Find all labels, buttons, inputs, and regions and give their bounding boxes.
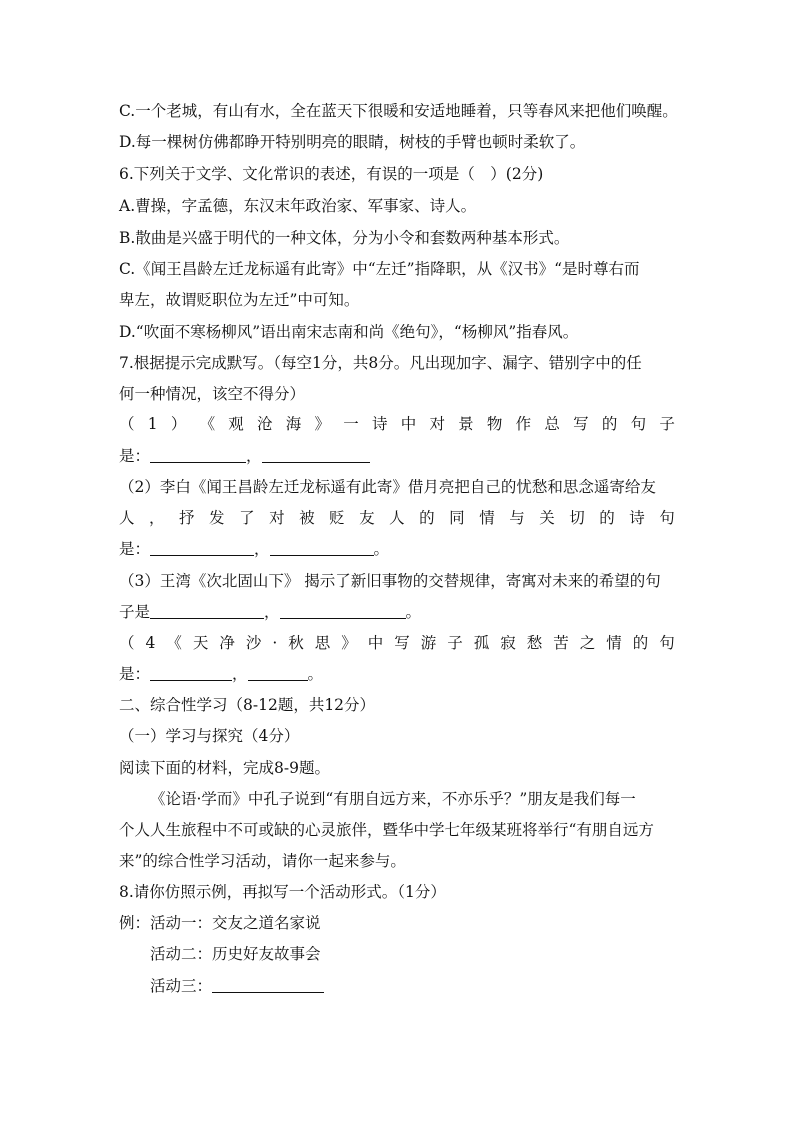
text-char: 与 (509, 509, 525, 527)
text-char: · (272, 634, 278, 652)
q7-4-blank-2[interactable] (248, 664, 308, 681)
option-b-q6: B.散曲是兴盛于明代的一种文体，分为小令和套数两种基本形式。 (119, 229, 570, 247)
q7-4-prompt (119, 633, 675, 653)
text-char: 写 (573, 415, 589, 433)
example-activity-2: 活动二：历史好友故事会 (150, 945, 321, 963)
text-char: 沧 (257, 415, 273, 433)
q7-2-end: 。 (373, 540, 390, 558)
q7-2-blank-2[interactable] (270, 539, 374, 556)
text-char: 人 (389, 509, 405, 527)
question-7-line1: 7.根据提示完成默写。（每空1分，共8分。凡出现加字、漏字、错别字中的任 (119, 354, 642, 372)
activity-3-blank[interactable] (212, 976, 324, 993)
text-char: 中 (400, 415, 417, 433)
q7-3-prompt: （3）王湾《次北固山下》 揭示了新旧事物的交替规律，寄寓对未来的希望的句 (119, 572, 661, 590)
text-char: 1 (147, 415, 158, 433)
q7-3-blank-2[interactable] (280, 602, 406, 619)
material-para-line1: 《论语·学而》中孔子说到“有朋自远方来，不亦乐乎？”朋友是我们每一 (150, 790, 636, 808)
q7-1-blank-1[interactable] (150, 446, 246, 463)
text-char: 子 (659, 415, 675, 433)
option-c-q6-line1: C.《闻王昌龄左迁龙标遥有此寄》中“左迁”指降职，从《汉书》“是时尊右而 (119, 260, 640, 278)
question-6: 6.下列关于文学、文化常识的表述，有误的一项是（ ）(2分) (119, 165, 544, 183)
q7-3-prefix: 子是 (119, 603, 151, 621)
text-char: 寂 (500, 634, 516, 652)
q7-4-end: 。 (307, 665, 324, 683)
text-char: 4 (145, 634, 156, 652)
text-char: 人 (119, 509, 135, 527)
text-char: 《 (166, 634, 182, 652)
option-c-q5: C.一个老城，有山有水，全在蓝天下很暖和安适地睡着，只等春风来把他们唤醒。 (119, 102, 678, 120)
text-char: 总 (544, 415, 560, 433)
text-char: 观 (228, 415, 244, 433)
text-char: 的 (419, 509, 435, 527)
text-char: 切 (569, 509, 585, 527)
text-char: 句 (659, 509, 675, 527)
text-char: 之 (579, 634, 596, 652)
text-char: 作 (515, 415, 532, 433)
text-char: 海 (285, 415, 302, 433)
text-char: 被 (299, 509, 315, 527)
q7-3-end: 。 (405, 603, 422, 621)
text-char: 写 (394, 634, 410, 652)
text-char: 句 (659, 634, 675, 652)
q7-2-blank-1[interactable] (150, 539, 254, 556)
text-char: 发 (209, 509, 225, 527)
text-char: 》 (341, 634, 357, 652)
text-char: 对 (429, 415, 445, 433)
text-char: 同 (449, 509, 465, 527)
material-para-line2: 个人人生旅程中不可或缺的心灵旅伴，暨华中学七年级某班将举行“有朋自远方 (119, 821, 654, 839)
subsection-1-heading: （一）学习与探究（4分） (119, 727, 300, 745)
text-char: 苦 (553, 634, 569, 652)
q7-2-prefix: 是： (119, 540, 151, 558)
activity-3-label: 活动三： (150, 977, 213, 995)
option-d-q5: D.每一棵树仿佛都睁开特别明亮的眼睛，树枝的手臂也顿时柔软了。 (119, 133, 586, 151)
q7-3-blank-1[interactable] (150, 602, 264, 619)
text-char: （ (119, 415, 135, 433)
q7-4-answer-line (119, 664, 323, 684)
text-char: 沙 (245, 634, 262, 652)
text-char: 对 (269, 509, 285, 527)
text-char: 中 (367, 634, 384, 652)
text-char: 了 (239, 509, 255, 527)
question-8: 8.请你仿照示例，再拟写一个活动形式。（1分） (119, 883, 446, 901)
q7-1-prompt (119, 414, 675, 434)
text-char: （ (119, 634, 135, 652)
q7-2-prompt-line1: （2）李白《闻王昌龄左迁龙标遥有此寄》借月亮把自己的忧愁和思念遥寄给友 (119, 478, 656, 496)
q7-2-answer-line (119, 539, 389, 559)
text-char: 句 (630, 415, 647, 433)
q7-2-sep: ， (254, 540, 270, 558)
text-char: 净 (219, 634, 235, 652)
text-char: 情 (479, 509, 495, 527)
option-a-q6: A.曹操，字孟德，东汉末年政治家、军事家、诗人。 (119, 197, 477, 215)
section-2-heading: 二、综合性学习（8-12题，共12分） (119, 696, 376, 714)
text-char: 思 (314, 634, 331, 652)
q7-3-answer-line (119, 602, 421, 622)
text-char: 孤 (473, 634, 490, 652)
text-char: 抒 (179, 509, 195, 527)
text-char: 贬 (329, 509, 345, 527)
example-activity-1: 例：活动一：交友之道名家说 (119, 914, 321, 932)
text-char: 《 (199, 415, 216, 433)
option-d-q6: D.“吹面不寒杨柳风”语出南宋志南和尚《绝句》，“杨柳风”指春风。 (119, 323, 579, 341)
material-para-line3: 来”的综合性学习活动，请你一起来参与。 (119, 852, 406, 870)
q7-1-prefix: 是： (119, 447, 151, 465)
text-char: 诗 (629, 509, 645, 527)
text-char: 秋 (288, 634, 304, 652)
text-char: 愁 (526, 634, 543, 652)
question-7-line2: 何一种情况，该空不得分） (119, 385, 306, 403)
q7-4-prefix: 是： (119, 665, 151, 683)
q7-1-sep: ， (246, 447, 262, 465)
text-char: 的 (601, 415, 618, 433)
q7-3-sep: ， (264, 603, 280, 621)
text-char: 友 (359, 509, 375, 527)
text-char: 的 (599, 509, 615, 527)
text-char: 一 (343, 415, 359, 433)
text-char: 的 (632, 634, 649, 652)
q7-1-blank-2[interactable] (262, 446, 370, 463)
text-char: 情 (606, 634, 622, 652)
q7-1-answer-line (119, 446, 370, 466)
text-char: 》 (314, 415, 331, 433)
q7-4-blank-1[interactable] (150, 664, 232, 681)
q7-2-prompt-line2 (119, 508, 675, 528)
reading-instruction: 阅读下面的材料，完成8-9题。 (119, 759, 330, 777)
text-char: 诗 (371, 415, 388, 433)
text-char: ， (149, 509, 165, 527)
text-char: 物 (486, 415, 503, 433)
text-char: 景 (458, 415, 474, 433)
option-c-q6-line2: 卑左，故谓贬职位为左迁”中可知。 (119, 291, 360, 309)
text-char: 子 (447, 634, 463, 652)
text-char: ） (170, 415, 187, 433)
text-char: 天 (192, 634, 209, 652)
q7-4-sep: ， (232, 665, 248, 683)
text-char: 游 (420, 634, 437, 652)
text-char: 关 (539, 509, 555, 527)
example-activity-3 (150, 976, 324, 996)
